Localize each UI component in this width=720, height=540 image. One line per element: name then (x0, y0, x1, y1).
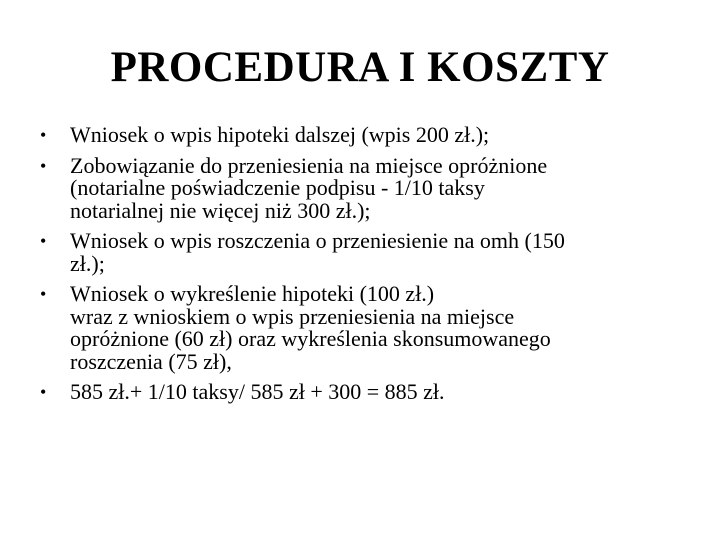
bullet-item (40, 124, 700, 147)
bullet-text-line: Wniosek o wykreślenie hipoteki (100 zł.) (70, 281, 435, 306)
bullet-item (40, 230, 700, 275)
bullet-icon: • (40, 284, 47, 304)
bullet-icon: • (40, 125, 47, 145)
bullet-item (40, 152, 700, 223)
bullet-text-line: notarialnej nie więcej niż 300 zł.); (70, 197, 371, 223)
bullet-text-line: opróżnione (60 zł) oraz wykreślenia skonsumowanego (70, 326, 551, 351)
bullet-text-line: wraz z wnioskiem o wpis przeniesienia na miejsce (70, 303, 515, 329)
bullet-text-line: Zobowiązanie do przeniesienia na miejsce opróżnione (70, 152, 548, 178)
bullet-list (40, 124, 700, 412)
bullet-text-line: 585 zł.+ 1/10 taksy/ 585 zł + 300 = 885 zł. (70, 379, 445, 404)
bullet-icon: • (40, 231, 47, 251)
bullet-item (40, 381, 700, 404)
bullet-icon: • (40, 155, 47, 176)
bullet-item (40, 283, 700, 373)
bullet-text-line: Wniosek o wpis roszczenia o przeniesienie na omh (150 (70, 228, 565, 253)
bullet-icon: • (40, 382, 47, 402)
bullet-text-line: (notarialne poświadczenie podpisu - 1/10 taksy (70, 175, 485, 200)
slide-title: PROCEDURA I KOSZTY (110, 44, 610, 91)
bullet-text-line: zł.); (70, 250, 105, 276)
bullet-text-line: Wniosek o wpis hipoteki dalszej (wpis 200 zł.); (70, 122, 490, 147)
bullet-text-line: roszczenia (75 zł), (70, 348, 232, 374)
